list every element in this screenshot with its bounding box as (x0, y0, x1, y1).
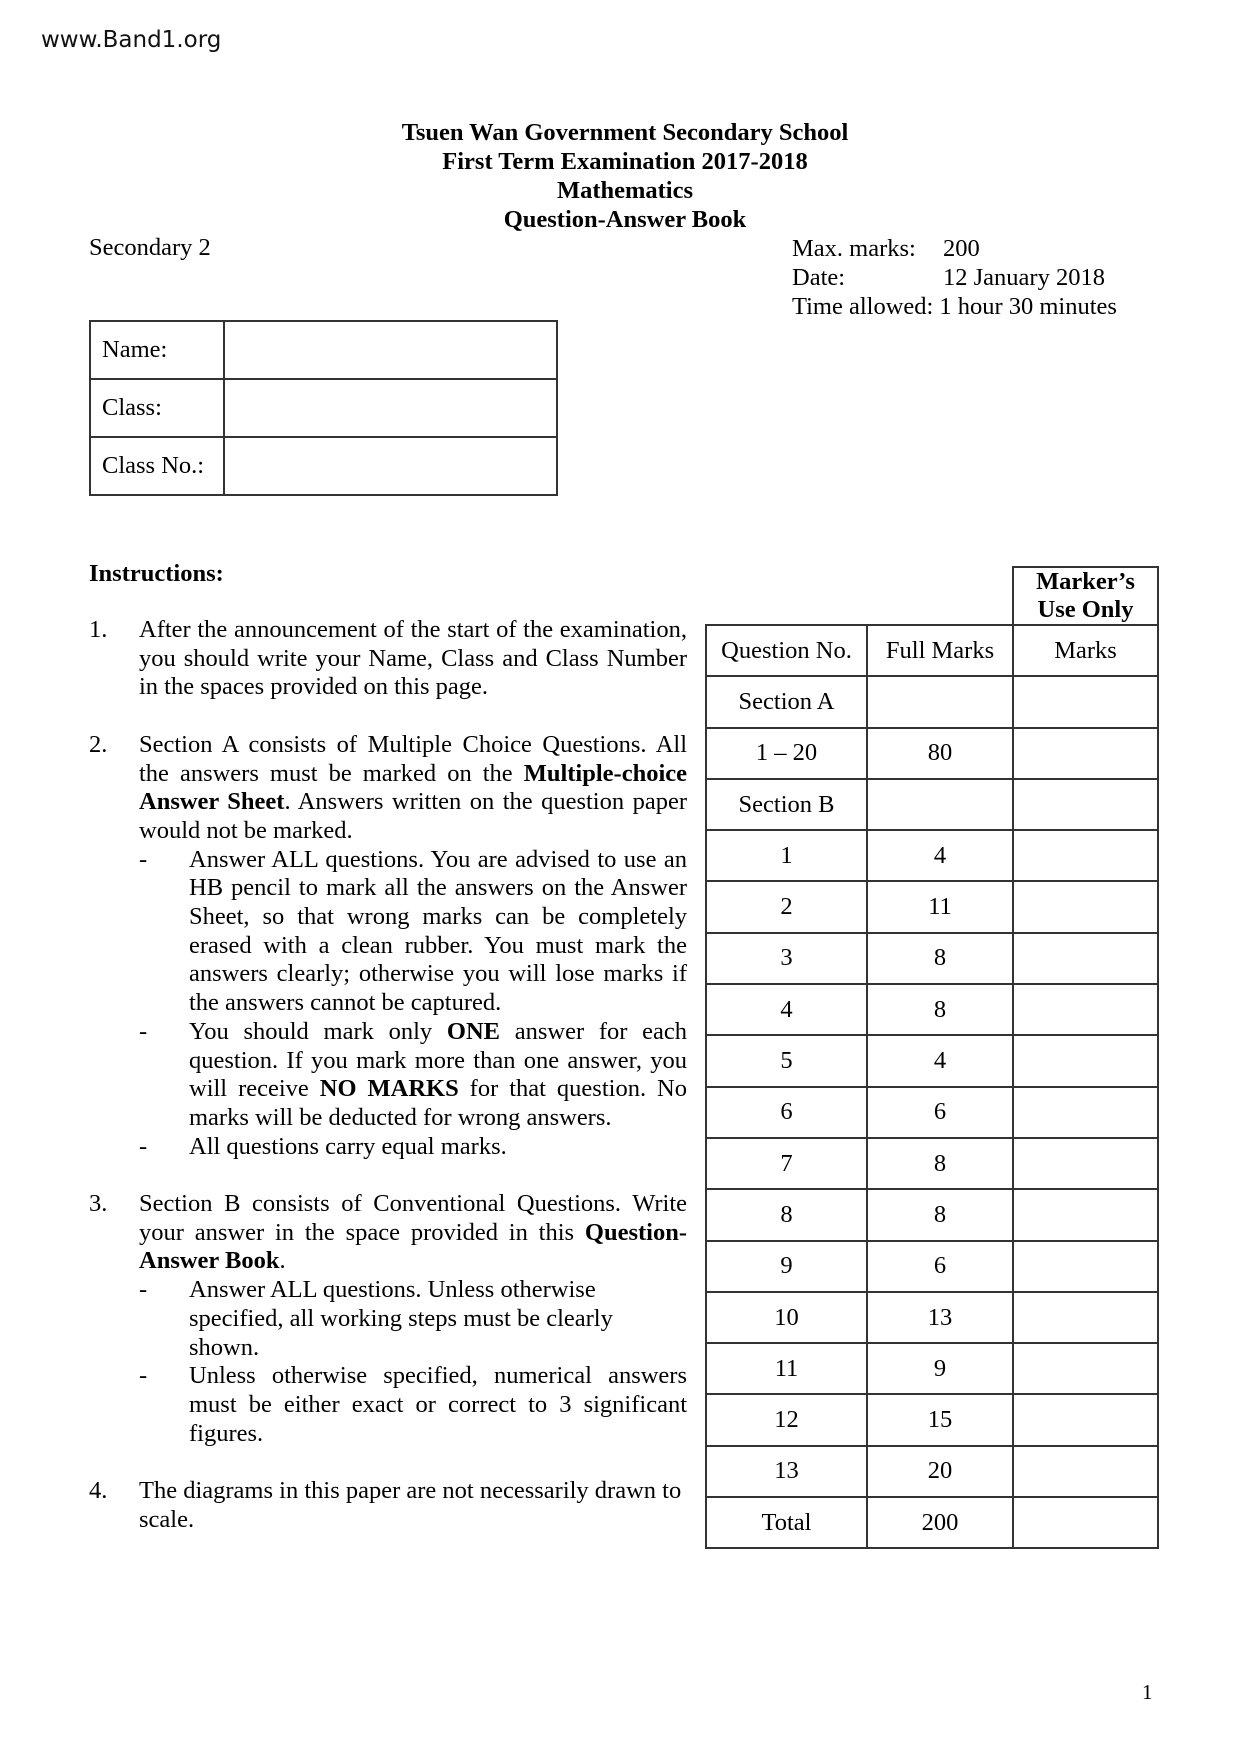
instruction-number: 4. (89, 1477, 108, 1505)
sub-instruction-text: Answer ALL questions. Unless otherwise specified, all working steps must be clearly shown. (189, 1276, 613, 1361)
instruction-item (89, 1190, 687, 1448)
full-marks-cell: 8 (867, 1138, 1013, 1189)
table-row (706, 1446, 1158, 1497)
dash-bullet: - (139, 1276, 148, 1304)
marks-cell[interactable] (1013, 779, 1158, 830)
table-row (706, 1394, 1158, 1445)
full-marks-cell: 8 (867, 933, 1013, 984)
exam-title-block (0, 118, 1240, 234)
marks-cell[interactable] (1013, 1497, 1158, 1548)
instruction-text: After the announcement of the start of the examination, you should write your Name, Class and Class Number in the spaces provided on this page. (139, 616, 687, 701)
text-run: Section A consists of Multiple Choice Questions. All the answers must be marked on the (139, 730, 687, 787)
form-level: Secondary 2 (89, 234, 211, 261)
bold-run: Question-Answer Book (139, 1218, 687, 1275)
blank-cell (867, 567, 1013, 625)
sub-instruction-text: Answer ALL questions. You are advised to use an HB pencil to mark all the answers on the Answer Sheet, so that wrong marks can be completely erased with a clean rubber. You must mark the answers clearly; otherwise you will lose marks if the answers cannot be captured. (189, 845, 687, 1017)
marks-cell[interactable] (1013, 676, 1158, 727)
sub-instruction (139, 1018, 687, 1133)
full-marks-cell: 8 (867, 1189, 1013, 1240)
full-marks-cell (867, 779, 1013, 830)
sub-instruction (139, 1133, 687, 1162)
sub-instruction (139, 1276, 687, 1362)
marks-cell[interactable] (1013, 881, 1158, 932)
dash-bullet: - (139, 1017, 148, 1045)
table-row (706, 1035, 1158, 1086)
question-cell: 6 (706, 1087, 867, 1138)
full-marks-cell: 8 (867, 984, 1013, 1035)
date-row (792, 263, 1117, 292)
student-field-row (90, 321, 557, 379)
instruction-body (139, 731, 687, 1162)
book-name: Question-Answer Book (503, 206, 747, 233)
dash-bullet: - (139, 1362, 148, 1390)
question-no-header: Question No. (706, 625, 867, 676)
name-field[interactable] (224, 321, 557, 379)
question-cell: 7 (706, 1138, 867, 1189)
full-marks-cell: 11 (867, 881, 1013, 932)
question-cell: 8 (706, 1189, 867, 1240)
instruction-number: 1. (89, 616, 108, 643)
bold-run: Multiple-choice Answer Sheet (139, 759, 687, 816)
marks-header: Marks (1013, 625, 1158, 676)
instruction-text (139, 731, 687, 846)
full-marks-header: Full Marks (867, 625, 1013, 676)
table-row (706, 779, 1158, 830)
marker-header-row (706, 567, 1158, 625)
instructions-heading: Instructions: (89, 560, 224, 587)
marks-cell[interactable] (1013, 933, 1158, 984)
table-row (706, 1343, 1158, 1394)
question-cell: 11 (706, 1343, 867, 1394)
text-run: Section B consists of Conventional Questions. Write your answer in the space provided in this (139, 1190, 687, 1246)
full-marks-cell: 200 (867, 1497, 1013, 1548)
page-number: 1 (1142, 1680, 1153, 1704)
marks-table-body (706, 567, 1158, 1548)
instruction-text: The diagrams in this paper are not necessarily drawn to scale. (139, 1477, 682, 1533)
table-row (706, 1292, 1158, 1343)
student-info-table (89, 320, 558, 496)
table-row (706, 1189, 1158, 1240)
student-field-row (90, 379, 557, 437)
marks-table (705, 566, 1159, 1549)
class-no-field[interactable] (224, 437, 557, 495)
text-run: for that question. No marks will be deducted for wrong answers. (189, 1075, 687, 1131)
table-row (706, 1087, 1158, 1138)
table-row (706, 830, 1158, 881)
exam-name: First Term Examination 2017-2018 (442, 148, 808, 175)
question-cell: Section B (706, 779, 867, 830)
table-row (706, 1241, 1158, 1292)
question-cell: 2 (706, 881, 867, 932)
full-marks-cell: 4 (867, 830, 1013, 881)
instruction-body (139, 1190, 687, 1448)
instruction-item (89, 731, 687, 1162)
marks-cell[interactable] (1013, 1343, 1158, 1394)
full-marks-cell: 13 (867, 1292, 1013, 1343)
dash-bullet: - (139, 845, 148, 873)
bold-run: ONE (446, 1017, 500, 1045)
sub-instruction (139, 846, 687, 1018)
marks-cell[interactable] (1013, 830, 1158, 881)
full-marks-cell: 6 (867, 1241, 1013, 1292)
table-row (706, 1138, 1158, 1189)
table-row (706, 933, 1158, 984)
question-cell: 4 (706, 984, 867, 1035)
exam-meta (792, 234, 1117, 321)
sub-instruction-text (189, 1018, 687, 1133)
marks-cell[interactable] (1013, 728, 1158, 779)
text-run: . Answers written on the question paper would not be marked. (139, 788, 687, 844)
time-label: Time allowed: (792, 293, 934, 320)
question-cell: 13 (706, 1446, 867, 1497)
full-marks-cell (867, 676, 1013, 727)
marks-cell[interactable] (1013, 1035, 1158, 1086)
full-marks-cell: 15 (867, 1394, 1013, 1445)
watermark-url: www.Band1.org (41, 27, 222, 53)
time-row (792, 292, 1117, 321)
marks-cell[interactable] (1013, 984, 1158, 1035)
sub-instruction-text: Unless otherwise specified, numerical answers must be either exact or correct to 3 significant figures. (189, 1362, 687, 1447)
full-marks-cell: 4 (867, 1035, 1013, 1086)
date-label: Date: (792, 264, 846, 291)
question-cell: 1 (706, 830, 867, 881)
marks-cell[interactable] (1013, 1292, 1158, 1343)
question-cell: Section A (706, 676, 867, 727)
class-field[interactable] (224, 379, 557, 437)
instruction-text (139, 1190, 687, 1276)
dash-bullet: - (139, 1132, 148, 1160)
full-marks-cell: 80 (867, 728, 1013, 779)
time-value: 1 hour 30 minutes (939, 293, 1117, 320)
table-row (706, 984, 1158, 1035)
marks-cell[interactable] (1013, 1241, 1158, 1292)
name-label: Name: (90, 321, 224, 379)
sub-instruction (139, 1362, 687, 1448)
marks-cell[interactable] (1013, 1138, 1158, 1189)
marks-cell[interactable] (1013, 1394, 1158, 1445)
marks-cell[interactable] (1013, 1446, 1158, 1497)
full-marks-cell: 20 (867, 1446, 1013, 1497)
column-header-row (706, 625, 1158, 676)
school-name: Tsuen Wan Government Secondary School (401, 119, 849, 146)
sub-instruction-text: All questions carry equal marks. (189, 1132, 507, 1160)
marks-cell[interactable] (1013, 1189, 1158, 1240)
table-row (706, 881, 1158, 932)
full-marks-cell: 6 (867, 1087, 1013, 1138)
table-row (706, 1497, 1158, 1548)
instructions-list (89, 616, 687, 1563)
max-marks-value: 200 (943, 235, 980, 262)
instruction-item (89, 1477, 687, 1534)
question-cell: 3 (706, 933, 867, 984)
instruction-number: 2. (89, 730, 108, 758)
full-marks-cell: 9 (867, 1343, 1013, 1394)
text-run: . (279, 1247, 286, 1275)
instruction-number: 3. (89, 1190, 108, 1218)
question-cell: 1 – 20 (706, 728, 867, 779)
student-field-row (90, 437, 557, 495)
question-cell: Total (706, 1497, 867, 1548)
subject-name: Mathematics (556, 177, 694, 204)
instruction-item (89, 616, 687, 702)
class-no-label: Class No.: (90, 437, 224, 495)
table-row (706, 728, 1158, 779)
table-row (706, 676, 1158, 727)
max-marks-row (792, 234, 1117, 263)
question-cell: 9 (706, 1241, 867, 1292)
text-run: You should mark only (189, 1017, 447, 1045)
class-label: Class: (90, 379, 224, 437)
question-cell: 5 (706, 1035, 867, 1086)
marker-use-only-header: Marker’s Use Only (1013, 567, 1158, 625)
marks-cell[interactable] (1013, 1087, 1158, 1138)
blank-cell (706, 567, 867, 625)
question-cell: 12 (706, 1394, 867, 1445)
question-cell: 10 (706, 1292, 867, 1343)
text-run: answer for each question. If you mark more than one answer, you will receive (189, 1017, 687, 1103)
bold-run: NO MARKS (319, 1075, 459, 1103)
date-value: 12 January 2018 (943, 264, 1105, 291)
max-marks-label: Max. marks: (792, 235, 916, 262)
